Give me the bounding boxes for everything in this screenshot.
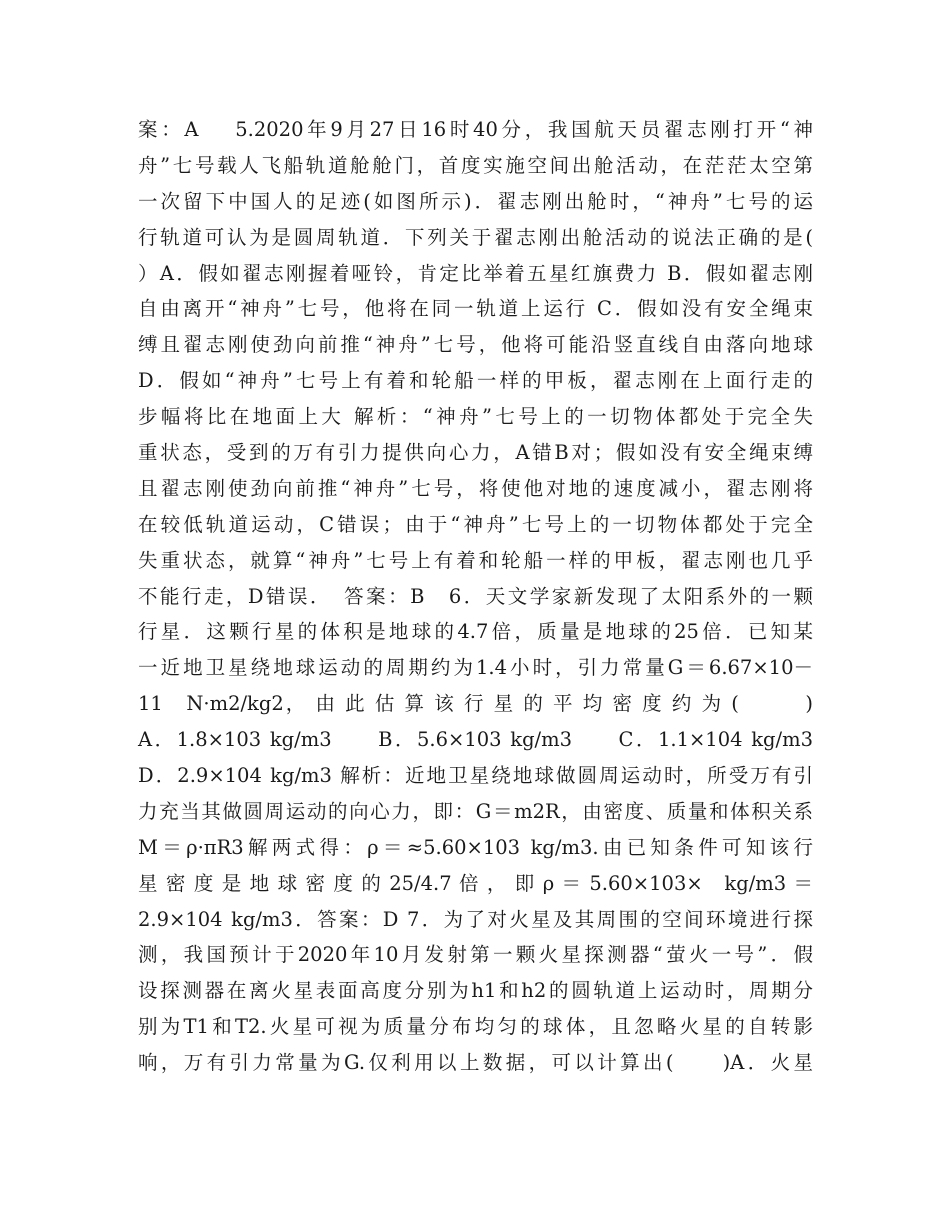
text-line: 在较低轨道运动，C错误；由于“神舟”七号上的一切物体都处于完全 bbox=[138, 512, 813, 536]
body-text bbox=[138, 112, 813, 1081]
text-line: 一近地卫星绕地球运动的周期约为1.4小时，引力常量G＝6.67×10－ bbox=[138, 656, 813, 680]
text-line: 行轨道可认为是圆周轨道．下列关于翟志刚出舱活动的说法正确的是( bbox=[138, 225, 813, 249]
text-line: 舟”七号载人飞船轨道舱舱门，首度实施空间出舱活动，在茫茫太空第 bbox=[138, 153, 813, 177]
text-line: D．假如“神舟”七号上有着和轮船一样的甲板，翟志刚在上面行走的 bbox=[138, 369, 813, 393]
text-line: 且翟志刚使劲向前推“神舟”七号，将使他对地的速度减小，翟志刚将 bbox=[138, 476, 813, 500]
text-line: 行星．这颗行星的体积是地球的4.7倍，质量是地球的25倍．已知某 bbox=[138, 620, 813, 644]
text-line: 失重状态，就算“神舟”七号上有着和轮船一样的甲板，翟志刚也几乎 bbox=[138, 548, 813, 572]
text-line: 缚且翟志刚使劲向前推“神舟”七号，他将可能沿竖直线自由落向地球 bbox=[138, 333, 813, 357]
text-line: 设探测器在离火星表面高度分别为h1和h2的圆轨道上运动时，周期分 bbox=[138, 979, 813, 1003]
text-line: 重状态，受到的万有引力提供向心力，A错B对；假如没有安全绳束缚 bbox=[138, 441, 813, 465]
text-line: ）A．假如翟志刚握着哑铃，肯定比举着五星红旗费力 B．假如翟志刚 bbox=[138, 261, 813, 285]
text-line: 2.9×104 kg/m3．答案：D 7．为了对火星及其周围的空间环境进行探 bbox=[138, 907, 813, 931]
text-line: 星 密 度 是 地 球 密 度 的 25/4.7 倍 ， 即 ρ ＝ 5.60×103× kg/m3 ＝ bbox=[138, 871, 813, 895]
text-line: 11 N·m2/kg2， 由 此 估 算 该 行 星 的 平 均 密 度 约 为 ( ) bbox=[138, 692, 813, 716]
text-line: 力充当其做圆周运动的向心力，即：G＝m2R，由密度、质量和体积关系 bbox=[138, 799, 813, 823]
text-line: D．2.9×104 kg/m3 解析：近地卫星绕地球做圆周运动时，所受万有引 bbox=[138, 764, 813, 788]
text-line: 响，万有引力常量为G.仅利用以上数据，可以计算出( )A．火星 bbox=[138, 1051, 813, 1075]
text-line: 别为T1和T2.火星可视为质量分布均匀的球体，且忽略火星的自转影 bbox=[138, 1015, 813, 1039]
text-line: 不能行走，D错误． 答案：B 6．天文学家新发现了太阳系外的一颗 bbox=[138, 584, 813, 608]
text-line: M＝ρ·πR3解两式得：ρ＝≈5.60×103 kg/m3.由已知条件可知该行 bbox=[138, 835, 813, 859]
text-line: 步幅将比在地面上大 解析：“神舟”七号上的一切物体都处于完全失 bbox=[138, 405, 813, 429]
text-line: 测，我国预计于2020年10月发射第一颗火星探测器“萤火一号”．假 bbox=[138, 943, 813, 967]
text-line: A．1.8×103 kg/m3 B．5.6×103 kg/m3 C．1.1×104 kg/m3 bbox=[138, 728, 813, 752]
text-line: 案：A 5.2020年9月27日16时40分，我国航天员翟志刚打开“神 bbox=[138, 118, 813, 141]
text-line: 自由离开“神舟”七号，他将在同一轨道上运行 C．假如没有安全绳束 bbox=[138, 297, 813, 321]
text-line: 一次留下中国人的足迹(如图所示)．翟志刚出舱时，“神舟”七号的运 bbox=[138, 189, 813, 213]
